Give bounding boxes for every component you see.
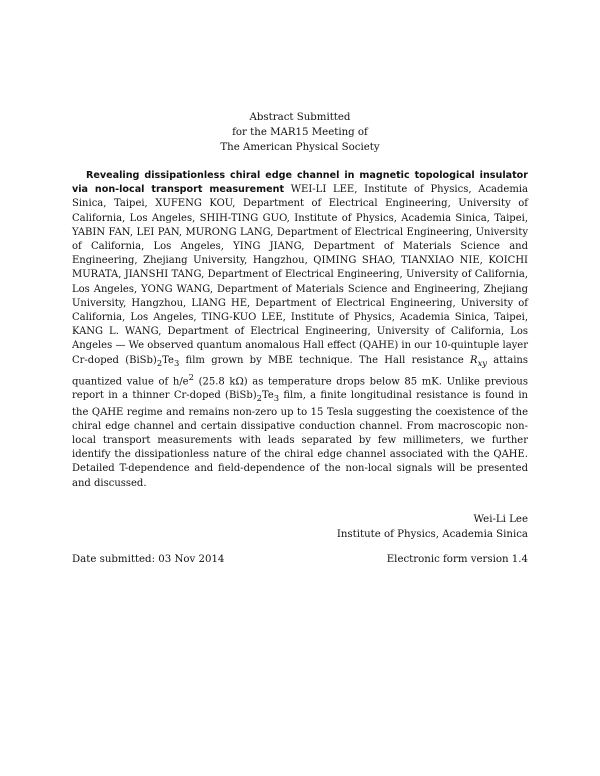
signature-name: Wei-Li Lee — [473, 514, 528, 525]
abstract-body-part5: (25.8 kΩ) as temperature drops below 85 mK. Unlike previous report in a thinner Cr-doped (BiSb) — [72, 376, 528, 402]
abstract-body-part1: We observed quantum anomalous Hall effect (QAHE) in our 10-quintuple layer Cr-doped (BiSb) — [72, 340, 529, 366]
signature-block — [337, 512, 528, 542]
abstract-body-part2: Te — [162, 354, 174, 366]
formula-subscript-2b: 2 — [256, 393, 262, 404]
formula-subscript-3b: 3 — [273, 393, 280, 404]
abstract-paragraph — [72, 169, 528, 491]
form-version: Electronic form version 1.4 — [386, 554, 528, 565]
abstract-authors: WEI-LI LEE, Institute of Physics, Academia Sinica, Taipei, XUFENG KOU, Department of Electrical Engineering, University of California, Los Angeles, SHIH-TING GUO, Institute of Physics, Academia Sinica, Taipei, YABIN FAN, LEI PAN, MURONG LANG, Department of Electrical Engineering, University of California, Los Angeles, YING JIANG, Department of Materials Science and Engineering, Zhejiang University, Hangzhou, QIMING SHAO, TIANXIAO NIE, KOICHI MURATA, JIANSHI TANG, Department of Electrical Engineering, University of California, Los Angeles, YONG WANG, Department of Materials Science and Engineering, Zhejiang University, Hangzhou, LIANG HE, Department of Electrical Engineering, University of California, Los Angeles, TING-KUO LEE, Institute of Physics, Academia Sinica, Taipei, KANG L. WANG, Department of Electrical Engineering, University of California, Los Angeles — [72, 184, 528, 352]
formula-subscript-2: 2 — [156, 357, 163, 368]
submission-header — [0, 110, 600, 155]
header-line-meeting: for the MAR15 Meeting of — [232, 127, 368, 138]
signature-affiliation: Institute of Physics, Academia Sinica — [336, 529, 528, 540]
abstract-separator: — — [112, 340, 129, 352]
header-line-abstract-submitted: Abstract Submitted — [249, 112, 351, 123]
abstract-body-part7: film, a finite longitudinal resistance is found in the QAHE regime and remains non-zero up to 15 Tesla suggesting the coexistence of the chiral edge channel and certain dissipative conduction channel. From macroscopic non-local transport measurements with leads separated by few millimeters, we further identify the dissipationless nature of the chiral edge channel associated with the QAHE. Detailed T-dependence and field-dependence of the non-local signals will be presented and discussed. — [72, 390, 528, 489]
rxy-subscript — [478, 358, 487, 368]
formula-superscript-2: 2 — [188, 371, 194, 382]
abstract-body-part4: attains quantized value of h/e — [72, 354, 528, 388]
formula-subscript-3: 3 — [173, 357, 180, 368]
date-submitted: Date submitted: 03 Nov 2014 — [72, 554, 225, 565]
rxy-subscript-text: xy — [477, 357, 487, 368]
rxy-symbol: R — [470, 354, 478, 366]
header-line-society: The American Physical Society — [220, 142, 380, 153]
abstract-title: Revealing dissipationless chiral edge channel in magnetic topological insulator via non-local transport measurement — [72, 170, 528, 196]
abstract-body-part3: film grown by MBE technique. The Hall resistance — [179, 354, 471, 366]
abstract-body-part6: Te — [261, 390, 274, 402]
